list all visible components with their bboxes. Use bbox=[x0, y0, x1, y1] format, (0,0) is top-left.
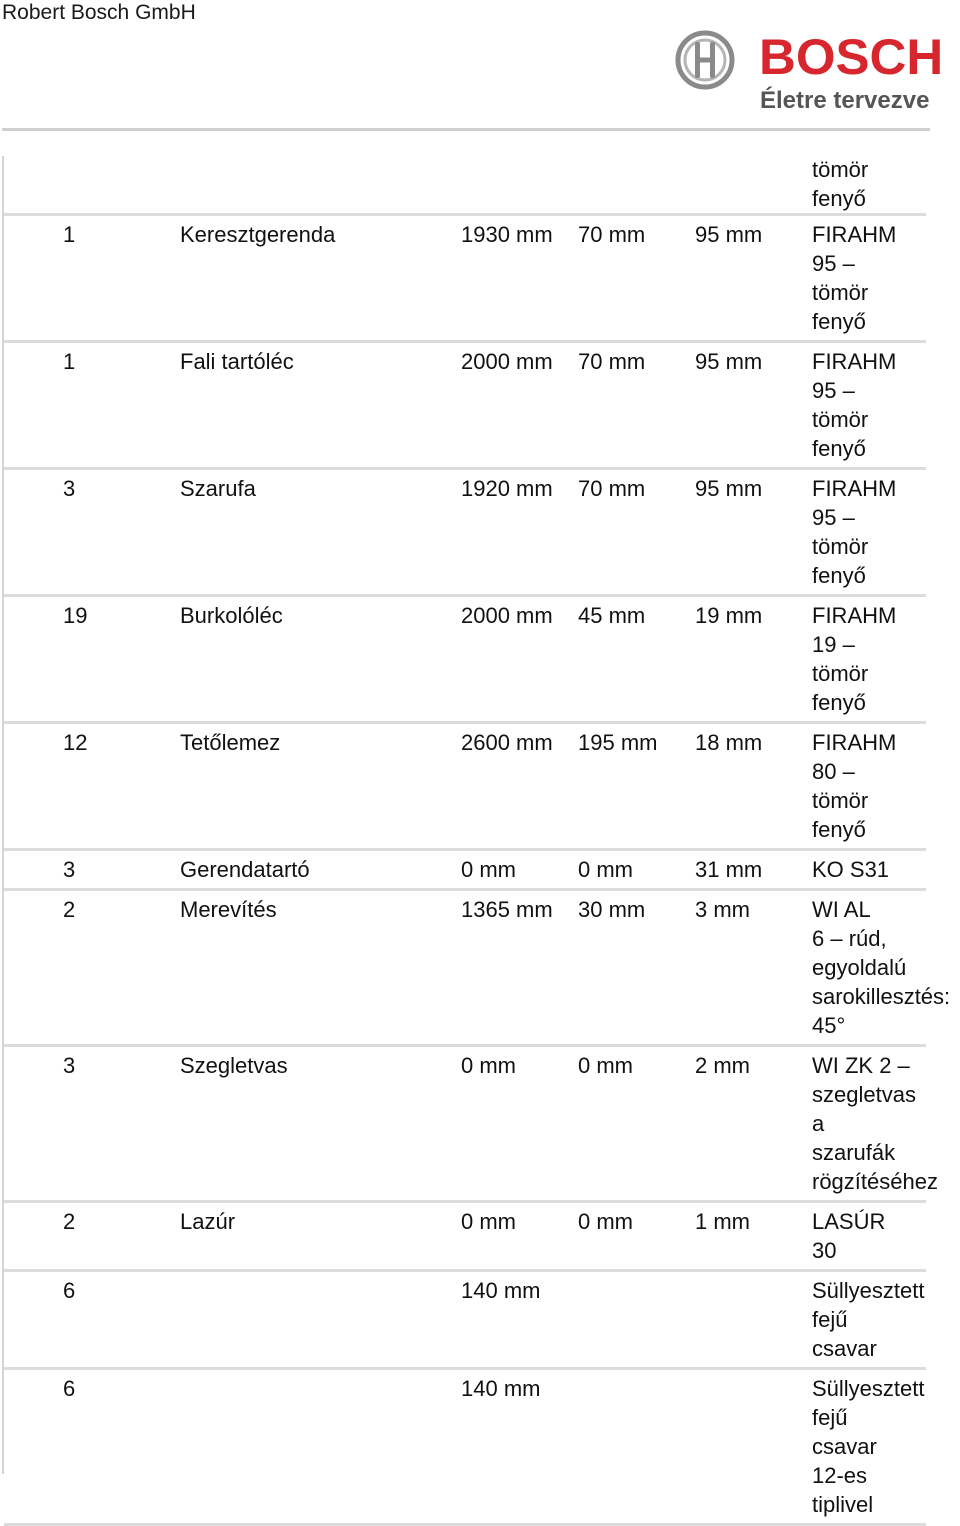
quantity-cell: 12 bbox=[63, 730, 88, 755]
width-cell: 30 mm bbox=[578, 897, 646, 922]
description-line: FIRAHM bbox=[812, 603, 897, 628]
width-cell: 195 mm bbox=[578, 730, 658, 755]
length-cell: 140 mm bbox=[461, 1376, 541, 1401]
quantity-cell: 1 bbox=[63, 349, 76, 374]
description-line: tiplivel bbox=[812, 1492, 874, 1517]
header-divider bbox=[2, 128, 930, 131]
thickness-cell: 19 mm bbox=[695, 603, 763, 628]
description-line: egyoldalú bbox=[812, 955, 907, 980]
row-divider bbox=[4, 467, 926, 470]
logo-tagline: Életre tervezve bbox=[760, 87, 930, 114]
description-cell bbox=[812, 895, 950, 1040]
row-divider bbox=[4, 888, 926, 891]
description-line: WI AL bbox=[812, 897, 871, 922]
thickness-cell: 3 mm bbox=[695, 897, 750, 922]
description-line: FIRAHM bbox=[812, 222, 897, 247]
width-cell: 0 mm bbox=[578, 1053, 633, 1078]
description-line: fenyő bbox=[812, 563, 866, 588]
description-line: fejű bbox=[812, 1307, 848, 1332]
row-divider bbox=[4, 721, 926, 724]
part-name-cell: Keresztgerenda bbox=[180, 222, 336, 247]
row-divider bbox=[4, 1044, 926, 1047]
part-name-cell: Gerendatartó bbox=[180, 857, 310, 882]
description-line: fenyő bbox=[812, 436, 866, 461]
description-line: 12-es bbox=[812, 1463, 868, 1488]
quantity-cell: 19 bbox=[63, 603, 88, 628]
thickness-cell: 18 mm bbox=[695, 730, 763, 755]
description-cell bbox=[812, 1207, 885, 1265]
description-line: szarufák bbox=[812, 1140, 896, 1165]
description-line: Süllyesztett bbox=[812, 1278, 925, 1303]
thickness-cell: 95 mm bbox=[695, 349, 763, 374]
quantity-cell: 6 bbox=[63, 1278, 76, 1303]
description-line: 95 – bbox=[812, 505, 855, 530]
description-cell bbox=[812, 155, 868, 213]
description-line: szegletvas bbox=[812, 1082, 916, 1107]
description-line: 6 – rúd, bbox=[812, 926, 887, 951]
description-line: FIRAHM bbox=[812, 349, 897, 374]
logo-wordmark: BOSCH bbox=[759, 29, 944, 85]
description-line: csavar bbox=[812, 1336, 877, 1361]
description-line: LASÚR bbox=[812, 1209, 886, 1234]
description-line: fenyő bbox=[812, 309, 866, 334]
row-divider bbox=[4, 1367, 926, 1370]
description-line: a bbox=[812, 1111, 825, 1136]
width-cell: 70 mm bbox=[578, 222, 646, 247]
description-line: tömör bbox=[812, 534, 869, 559]
row-divider bbox=[4, 1269, 926, 1272]
quantity-cell: 2 bbox=[63, 1209, 76, 1234]
thickness-cell: 2 mm bbox=[695, 1053, 750, 1078]
row-divider bbox=[4, 213, 926, 216]
quantity-cell: 2 bbox=[63, 897, 76, 922]
row-divider bbox=[4, 1200, 926, 1203]
bosch-armature-icon bbox=[675, 30, 735, 90]
description-line: 95 – bbox=[812, 251, 855, 276]
width-cell: 70 mm bbox=[578, 476, 646, 501]
quantity-cell: 3 bbox=[63, 857, 76, 882]
row-divider bbox=[4, 594, 926, 597]
thickness-cell: 31 mm bbox=[695, 857, 763, 882]
description-line: sarokillesztés: bbox=[812, 984, 951, 1009]
part-name-cell: Szarufa bbox=[180, 476, 256, 501]
description-line: rögzítéséhez bbox=[812, 1169, 938, 1194]
length-cell: 1920 mm bbox=[461, 476, 553, 501]
description-cell bbox=[812, 728, 896, 844]
part-name-cell: Lazúr bbox=[180, 1209, 236, 1234]
description-line: tömör bbox=[812, 280, 869, 305]
width-cell: 70 mm bbox=[578, 349, 646, 374]
description-line: WI ZK 2 – bbox=[812, 1053, 910, 1078]
description-cell bbox=[812, 1276, 925, 1363]
description-line: 19 – bbox=[812, 632, 855, 657]
part-name-cell: Tetőlemez bbox=[180, 730, 281, 755]
description-line: 80 – bbox=[812, 759, 855, 784]
description-line: fenyő bbox=[812, 690, 866, 715]
description-line: tömör bbox=[812, 661, 869, 686]
length-cell: 2000 mm bbox=[461, 349, 553, 374]
length-cell: 0 mm bbox=[461, 1209, 516, 1234]
description-line: 30 bbox=[812, 1238, 837, 1263]
description-line: KO S31 bbox=[812, 857, 890, 882]
length-cell: 0 mm bbox=[461, 1053, 516, 1078]
description-cell bbox=[812, 1051, 938, 1196]
length-cell: 2000 mm bbox=[461, 603, 553, 628]
description-cell bbox=[812, 220, 896, 336]
quantity-cell: 3 bbox=[63, 476, 76, 501]
description-line: FIRAHM bbox=[812, 730, 897, 755]
description-cell bbox=[812, 855, 889, 884]
length-cell: 0 mm bbox=[461, 857, 516, 882]
description-cell bbox=[812, 347, 896, 463]
thickness-cell: 95 mm bbox=[695, 222, 763, 247]
quantity-cell: 3 bbox=[63, 1053, 76, 1078]
part-name-cell: Fali tartóléc bbox=[180, 349, 294, 374]
width-cell: 45 mm bbox=[578, 603, 646, 628]
description-cell bbox=[812, 601, 896, 717]
description-line: 45° bbox=[812, 1013, 846, 1038]
description-line: tömör bbox=[812, 788, 869, 813]
part-name-cell: Burkolóléc bbox=[180, 603, 283, 628]
length-cell: 140 mm bbox=[461, 1278, 541, 1303]
quantity-cell: 6 bbox=[63, 1376, 76, 1401]
description-line: tömör bbox=[812, 157, 869, 182]
thickness-cell: 1 mm bbox=[695, 1209, 750, 1234]
row-divider bbox=[4, 848, 926, 851]
length-cell: 1930 mm bbox=[461, 222, 553, 247]
description-cell bbox=[812, 474, 896, 590]
description-line: fenyő bbox=[812, 186, 866, 211]
width-cell: 0 mm bbox=[578, 1209, 633, 1234]
description-line: 95 – bbox=[812, 378, 855, 403]
description-line: fejű bbox=[812, 1405, 848, 1430]
row-divider bbox=[4, 340, 926, 343]
width-cell: 0 mm bbox=[578, 857, 633, 882]
length-cell: 1365 mm bbox=[461, 897, 553, 922]
part-name-cell: Szegletvas bbox=[180, 1053, 288, 1078]
description-line: fenyő bbox=[812, 817, 866, 842]
description-line: csavar bbox=[812, 1434, 877, 1459]
company-name: Robert Bosch GmbH bbox=[2, 1, 196, 24]
part-name-cell: Merevítés bbox=[180, 897, 277, 922]
description-cell bbox=[812, 1374, 925, 1519]
bosch-logo bbox=[675, 28, 944, 120]
description-line: FIRAHM bbox=[812, 476, 897, 501]
description-line: tömör bbox=[812, 407, 869, 432]
description-line: Süllyesztett bbox=[812, 1376, 925, 1401]
thickness-cell: 95 mm bbox=[695, 476, 763, 501]
quantity-cell: 1 bbox=[63, 222, 76, 247]
length-cell: 2600 mm bbox=[461, 730, 553, 755]
